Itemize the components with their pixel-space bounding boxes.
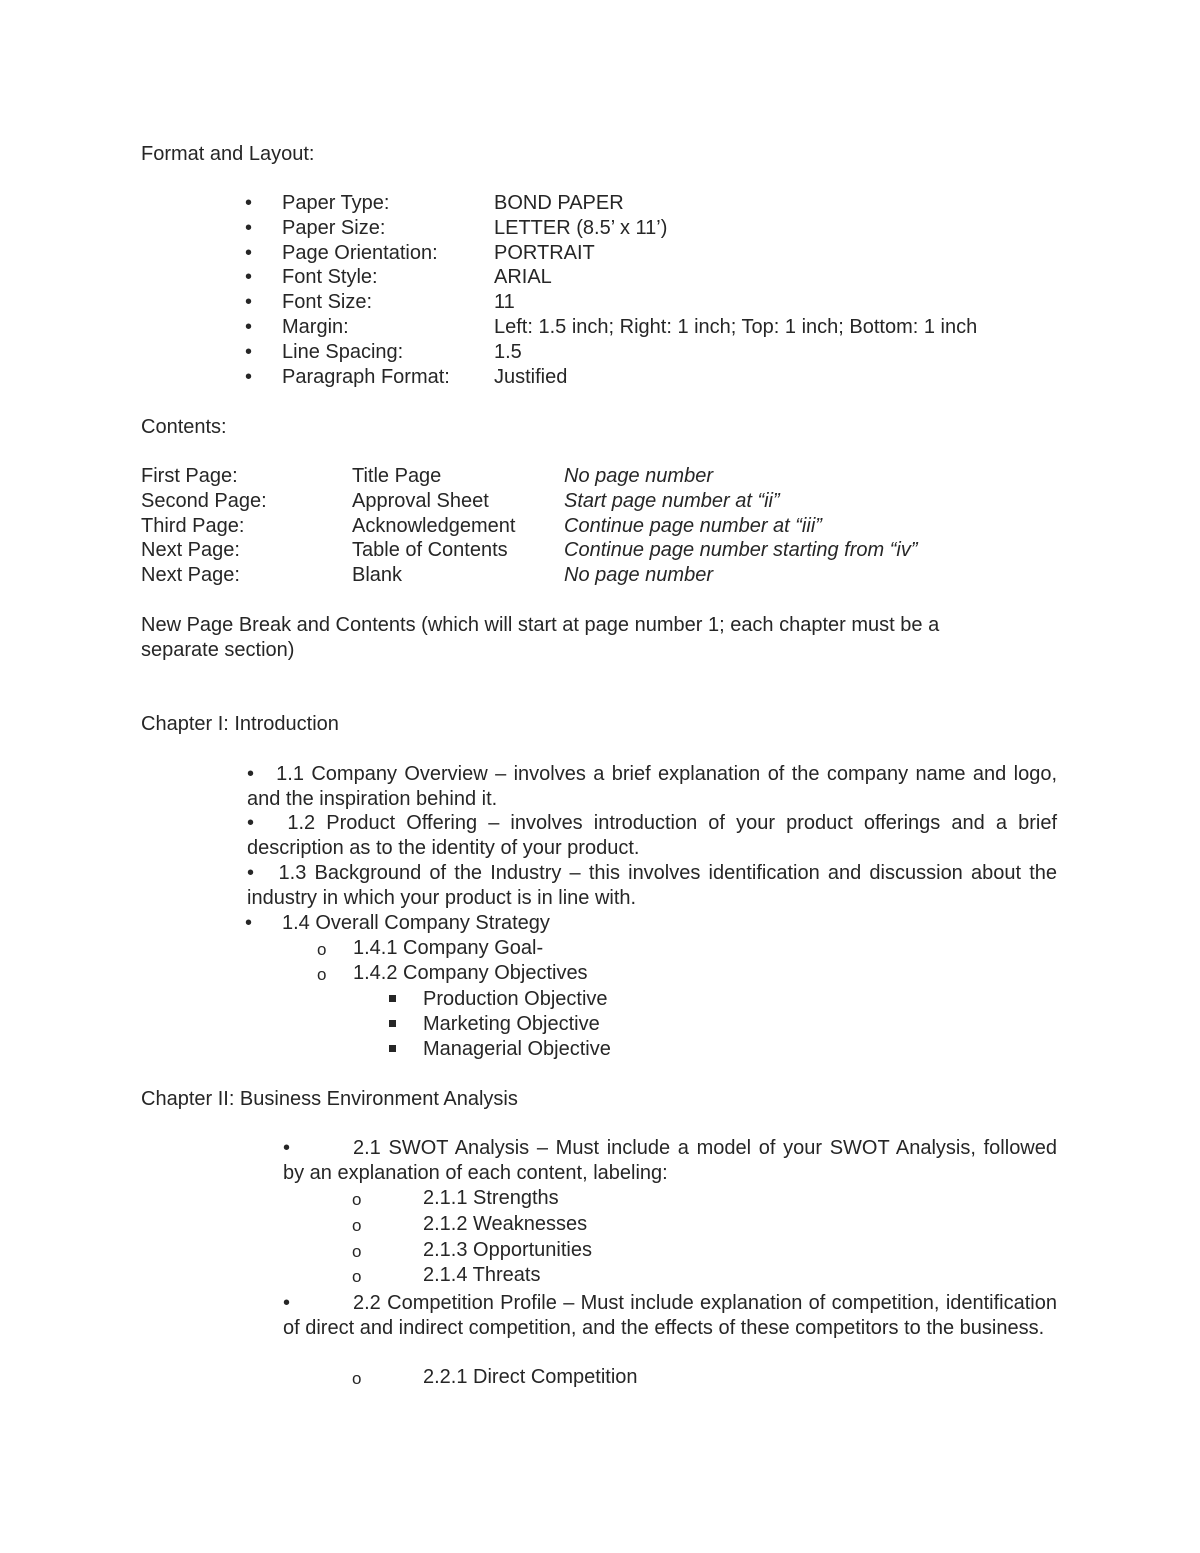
format-label: Paper Type: (282, 192, 390, 214)
chapter1-item (247, 762, 1057, 811)
bullet-icon: • (247, 763, 255, 785)
contents-note: No page number (564, 564, 713, 586)
contents-title: Approval Sheet (352, 490, 489, 512)
swot-sub-text: 2.1.4 Threats (423, 1264, 541, 1286)
contents-title: Acknowledgement (352, 515, 516, 537)
sub-item-text: 1.4.1 Company Goal- (353, 937, 544, 959)
bullet-icon: • (245, 341, 253, 363)
chapter1-item-text: 1.4 Overall Company Strategy (282, 912, 550, 934)
chapter1-item-text: 1.1 Company Overview – involves a brief explanation of the company name and logo, and the inspiration behind it. (247, 763, 1057, 810)
competition-sub-text: 2.2.1 Direct Competition (423, 1366, 638, 1388)
format-value: BOND PAPER (494, 192, 624, 214)
circle-bullet-icon: o (352, 1216, 362, 1235)
bullet-icon: • (247, 862, 255, 884)
contents-note: Continue page number at “iii” (564, 515, 822, 537)
circle-bullet-icon: o (352, 1190, 362, 1209)
format-label: Font Style: (282, 266, 378, 288)
chapter2-title: Chapter II: Business Environment Analysis (141, 1088, 518, 1110)
format-value: Left: 1.5 inch; Right: 1 inch; Top: 1 inch; Bottom: 1 inch (494, 316, 978, 338)
format-value: ARIAL (494, 266, 552, 288)
objective-text: Production Objective (423, 988, 608, 1010)
bullet-icon: • (283, 1292, 291, 1314)
bullet-icon: • (283, 1137, 291, 1159)
format-value: PORTRAIT (494, 242, 595, 264)
format-value: LETTER (8.5’ x 11’) (494, 217, 668, 239)
format-value: Justified (494, 366, 568, 388)
swot-item-text: 2.1 SWOT Analysis – Must include a model of your SWOT Analysis, followed by an explanation of each content, labeling: (283, 1137, 1057, 1184)
contents-note: No page number (564, 465, 713, 487)
bullet-icon: • (247, 812, 255, 834)
bullet-icon: • (245, 316, 253, 338)
contents-page: Next Page: (141, 564, 240, 586)
contents-note: Start page number at “ii” (564, 490, 780, 512)
circle-bullet-icon: o (352, 1242, 362, 1261)
chapter1-title: Chapter I: Introduction (141, 713, 339, 735)
bullet-icon: • (245, 366, 253, 388)
contents-page: Second Page: (141, 490, 267, 512)
sub-item-text: 1.4.2 Company Objectives (353, 962, 588, 984)
bullet-icon: • (245, 217, 253, 239)
bullet-icon: • (245, 242, 253, 264)
format-label: Page Orientation: (282, 242, 438, 264)
objective-text: Managerial Objective (423, 1038, 611, 1060)
format-label: Font Size: (282, 291, 373, 313)
swot-sub-text: 2.1.1 Strengths (423, 1187, 559, 1209)
format-label: Paragraph Format: (282, 366, 450, 388)
page-break-note: New Page Break and Contents (which will start at page number 1; each chapter must be a separate section) (141, 614, 940, 661)
square-bullet-icon (389, 1020, 396, 1027)
format-label: Paper Size: (282, 217, 386, 239)
bullet-icon: • (245, 291, 253, 313)
contents-note: Continue page number starting from “iv” (564, 539, 918, 561)
chapter1-item (247, 861, 1057, 910)
square-bullet-icon (389, 995, 396, 1002)
contents-page: Next Page: (141, 539, 240, 561)
square-bullet-icon (389, 1045, 396, 1052)
contents-title: Table of Contents (352, 539, 508, 561)
format-heading: Format and Layout: (141, 143, 315, 165)
circle-bullet-icon: o (317, 940, 327, 959)
bullet-icon: • (245, 266, 253, 288)
format-value: 1.5 (494, 341, 522, 363)
chapter1-item (247, 811, 1057, 860)
bullet-icon: • (245, 192, 253, 214)
competition-item-text: 2.2 Competition Profile – Must include explanation of competition, identification of direct and indirect competition, and the effects of these competitors to the business. (283, 1292, 1057, 1339)
circle-bullet-icon: o (317, 965, 327, 984)
objective-text: Marketing Objective (423, 1013, 600, 1035)
circle-bullet-icon: o (352, 1267, 362, 1286)
circle-bullet-icon: o (352, 1369, 362, 1388)
contents-title: Blank (352, 564, 403, 586)
contents-heading: Contents: (141, 416, 227, 438)
chapter1-item-text: 1.3 Background of the Industry – this involves identification and discussion about the industry in which your product is in line with. (247, 862, 1057, 909)
swot-sub-text: 2.1.2 Weaknesses (423, 1213, 588, 1235)
contents-page: First Page: (141, 465, 238, 487)
swot-sub-text: 2.1.3 Opportunities (423, 1239, 592, 1261)
chapter1-item-text: 1.2 Product Offering – involves introduction of your product offerings and a brief description as to the identity of your product. (247, 812, 1058, 859)
contents-title: Title Page (352, 465, 442, 487)
bullet-icon: • (245, 912, 253, 934)
format-label: Margin: (282, 316, 349, 338)
format-label: Line Spacing: (282, 341, 404, 363)
contents-page: Third Page: (141, 515, 245, 537)
format-value: 11 (494, 291, 515, 313)
